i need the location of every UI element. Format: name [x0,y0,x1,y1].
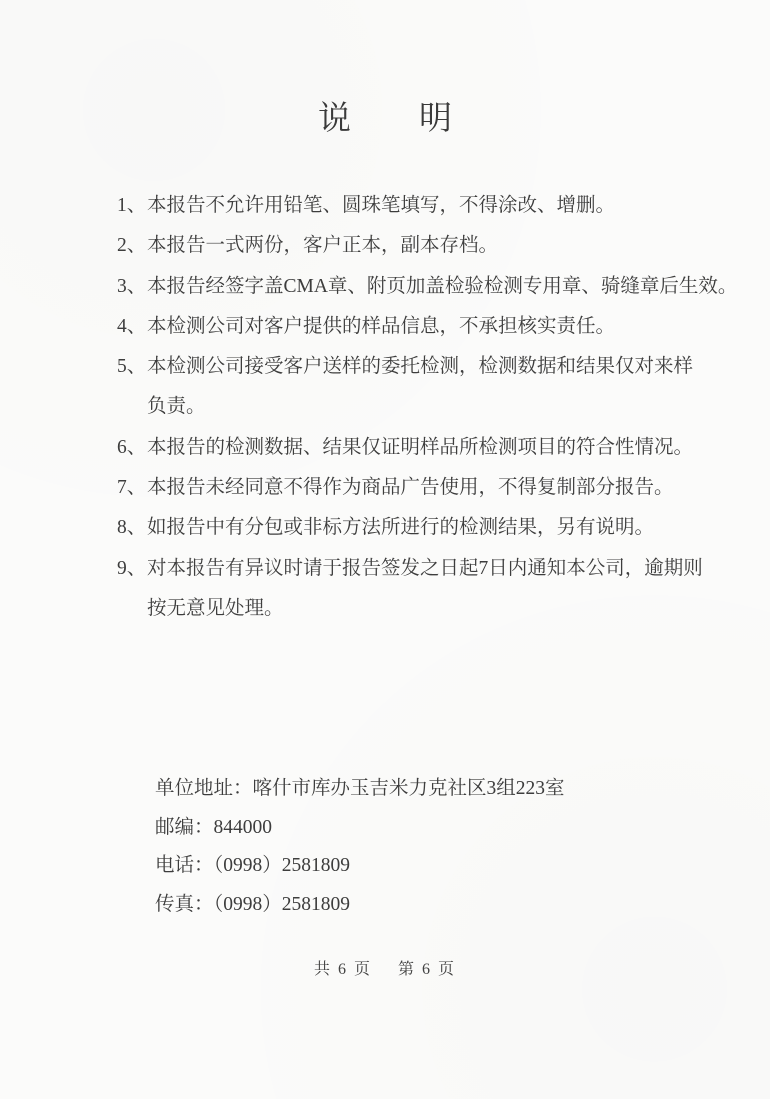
contact-postcode-value: 844000 [213,816,273,838]
contact-fax-value: （0998）2581809 [213,893,351,915]
note-item-8 [117,508,730,548]
note-item-7 [117,468,730,508]
contact-address-label: 单位地址： [155,778,253,799]
note-text [147,549,730,630]
note-number: 5、 [117,356,147,378]
note-text [147,186,730,226]
note-line: 按无意见处理。 [147,597,284,619]
note-item-4 [117,307,730,347]
note-item-9 [117,549,730,630]
footer-current-page: 第 6 页 [398,961,457,978]
page-footer [0,956,770,979]
note-number: 2、 [117,235,147,257]
note-line: 负责。 [147,396,206,418]
note-number: 7、 [117,477,147,499]
page-title: 说明 [318,101,520,137]
note-text [147,267,738,307]
contact-postcode-label: 邮编： [155,816,214,838]
notes-list [117,186,738,629]
note-line: 如报告中有分包或非标方法所进行的检测结果，另有说明。 [147,517,655,539]
contact-fax-label: 传真： [155,893,214,915]
contact-block [155,770,565,924]
note-item-5 [117,347,730,428]
note-item-2 [117,226,730,266]
note-number: 3、 [117,275,147,297]
note-line: 对本报告有异议时请于报告签发之日起7日内通知本公司，逾期则 [147,557,703,579]
note-number: 4、 [117,315,147,337]
note-number: 8、 [117,517,147,539]
note-number: 9、 [117,557,147,579]
contact-address-value: 喀什市库办玉吉米力克社区3组223室 [252,778,565,799]
note-item-1 [117,186,730,226]
note-text [147,226,730,266]
note-text [147,468,730,508]
footer-total-pages: 共 6 页 [313,961,372,978]
contact-phone-row [155,847,565,886]
note-text [147,347,730,428]
note-line: 本报告经签字盖CMA章、附页加盖检验检测专用章、骑缝章后生效。 [147,275,738,297]
note-line: 本检测公司接受客户送样的委托检测，检测数据和结果仅对来样 [147,356,694,378]
contact-postcode-row [155,809,565,848]
note-text [147,508,730,548]
note-line: 本检测公司对客户提供的样品信息，不承担核实责任。 [147,315,616,337]
note-text [147,307,730,347]
note-item-3 [117,267,738,307]
note-number: 1、 [117,195,147,216]
contact-address-row [155,770,565,809]
note-line: 本报告未经同意不得作为商品广告使用，不得复制部分报告。 [147,477,674,499]
note-line: 本报告的检测数据、结果仅证明样品所检测项目的符合性情况。 [147,436,694,458]
note-number: 6、 [117,436,147,458]
note-text [147,428,730,468]
contact-phone-label: 电话： [155,855,214,876]
contact-fax-row [155,886,565,925]
note-line: 本报告不允许用铅笔、圆珠笔填写，不得涂改、增删。 [147,195,616,216]
note-line: 本报告一式两份，客户正本，副本存档。 [147,235,499,257]
contact-phone-value: （0998）2581809 [213,855,351,876]
note-item-6 [117,428,730,468]
